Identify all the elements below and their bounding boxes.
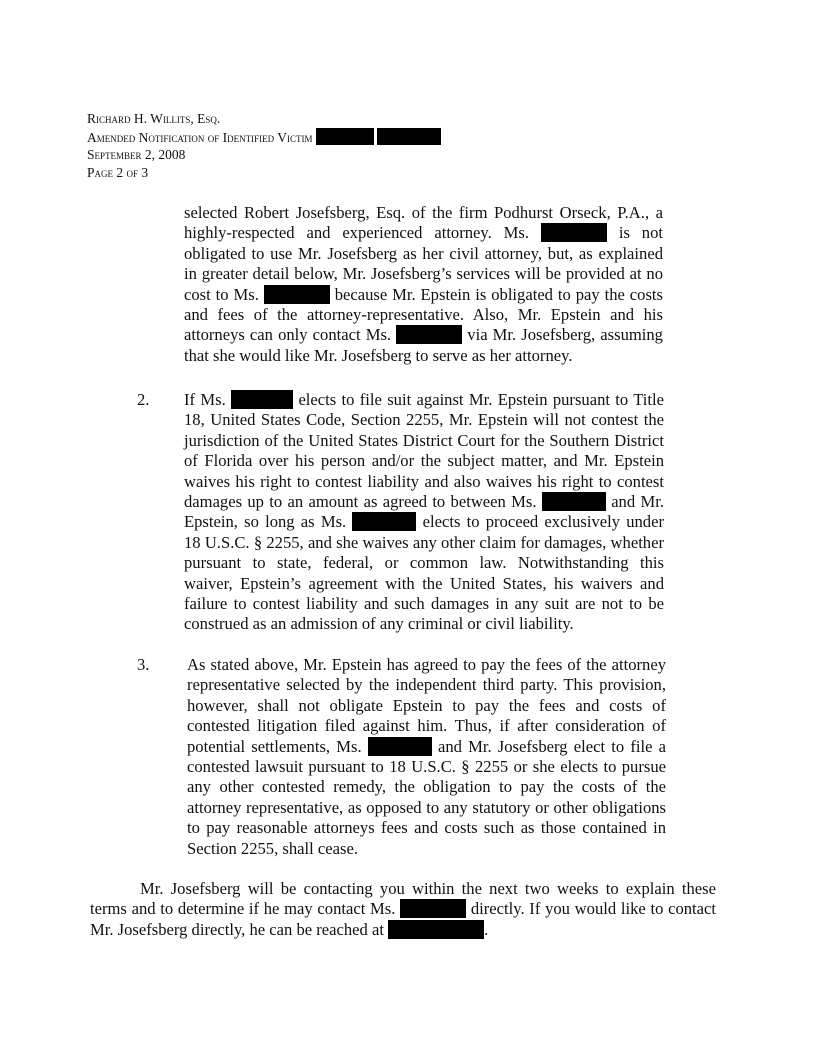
- redaction-box: [316, 128, 374, 145]
- item-number: 3.: [137, 655, 150, 674]
- text-line: Section 2255, shall cease.: [187, 838, 358, 858]
- text-line: obligated to use Mr. Josefsberg as her civil attorney, but, as explained: [184, 243, 663, 263]
- text-line: If Ms. elects to file suit against Mr. Epstein pursuant to Title: [184, 390, 664, 409]
- redaction-box: [231, 390, 293, 409]
- redaction-box: [368, 737, 432, 756]
- text-line: waives his right to contest liability and also waives his right to contest: [184, 471, 664, 491]
- text-line: any other contested remedy, the obligation to pay the costs of the: [187, 777, 666, 797]
- text-line: damages up to an amount as agreed to between Ms. and Mr.: [184, 492, 664, 512]
- header-date: September 2, 2008: [87, 147, 186, 162]
- text-line: terms and to determine if he may contact Ms. directly. If you would like to contact: [90, 899, 716, 919]
- text-line: jurisdiction of the United States District Court for the Southern District: [184, 430, 664, 450]
- text-line: in greater detail below, Mr. Josefsberg’s services will be provided at no: [184, 264, 663, 284]
- text-line: to pay reasonable attorneys fees and costs such as those contained in: [187, 818, 666, 838]
- paragraph-continuation: [184, 203, 663, 366]
- redaction-box: [541, 223, 607, 242]
- redaction-box: [264, 285, 330, 304]
- item-number: 2.: [137, 390, 150, 409]
- text-line: contested lawsuit pursuant to 18 U.S.C. § 2255 or she elects to pursue: [187, 757, 666, 777]
- paragraph-item-3: [187, 655, 666, 859]
- header-page: Page 2 of 3: [87, 164, 149, 180]
- text-line: contested litigation filed against him. Thus, if after consideration of: [187, 716, 666, 736]
- text-line: attorney representative, as opposed to any statutory or other obligations: [187, 797, 666, 817]
- redaction-box: [388, 920, 484, 939]
- text-line: cost to Ms. because Mr. Epstein is obligated to pay the costs: [184, 284, 663, 304]
- text-line: and fees of the attorney-representative. Also, Mr. Epstein and his: [184, 305, 663, 325]
- text-line: Mr. Josefsberg will be contacting you within the next two weeks to explain these: [140, 879, 716, 898]
- text-line: representative selected by the independent third party. This provision,: [187, 675, 666, 695]
- text-line: highly-respected and experienced attorney. Ms. is not: [184, 223, 663, 243]
- header-recipient: Richard H. Willits, Esq.: [87, 111, 221, 126]
- header-subject: Amended Notification of Identified Victim: [87, 128, 441, 147]
- text-line: attorneys can only contact Ms. via Mr. Josefsberg, assuming: [184, 325, 663, 345]
- closing-paragraph: [90, 879, 716, 940]
- redaction-box: [377, 128, 441, 145]
- letter-header: [87, 110, 441, 181]
- text-line: As stated above, Mr. Epstein has agreed to pay the fees of the attorney: [187, 655, 666, 674]
- text-line: potential settlements, Ms. and Mr. Josefsberg elect to file a: [187, 736, 666, 756]
- text-line: failure to contest liability and such damages in any suit are not to be: [184, 594, 664, 614]
- text-line: however, shall not obligate Epstein to pay the fees and costs of: [187, 695, 666, 715]
- redaction-box: [400, 899, 466, 918]
- text-line: 18 U.S.C. § 2255, and she waives any other claim for damages, whether: [184, 532, 664, 552]
- text-line: Epstein, so long as Ms. elects to proceed exclusively under: [184, 512, 664, 532]
- redaction-box: [352, 512, 416, 531]
- paragraph-item-2: [184, 390, 664, 635]
- text-line: selected Robert Josefsberg, Esq. of the firm Podhurst Orseck, P.A., a: [184, 203, 663, 222]
- text-line: 18, United States Code, Section 2255, Mr. Epstein will not contest the: [184, 410, 664, 430]
- text-line: Mr. Josefsberg directly, he can be reached at .: [90, 919, 489, 939]
- redaction-box: [396, 325, 462, 344]
- text-line: waiver, Epstein’s agreement with the United States, his waivers and: [184, 573, 664, 593]
- text-line: construed as an admission of any criminal or civil liability.: [184, 614, 574, 634]
- text-line: of Florida over his person and/or the subject matter, and Mr. Epstein: [184, 451, 664, 471]
- redaction-box: [542, 492, 606, 511]
- text-line: pursuant to state, federal, or common law. Notwithstanding this: [184, 553, 664, 573]
- text-line: that she would like Mr. Josefsberg to serve as her attorney.: [184, 345, 573, 365]
